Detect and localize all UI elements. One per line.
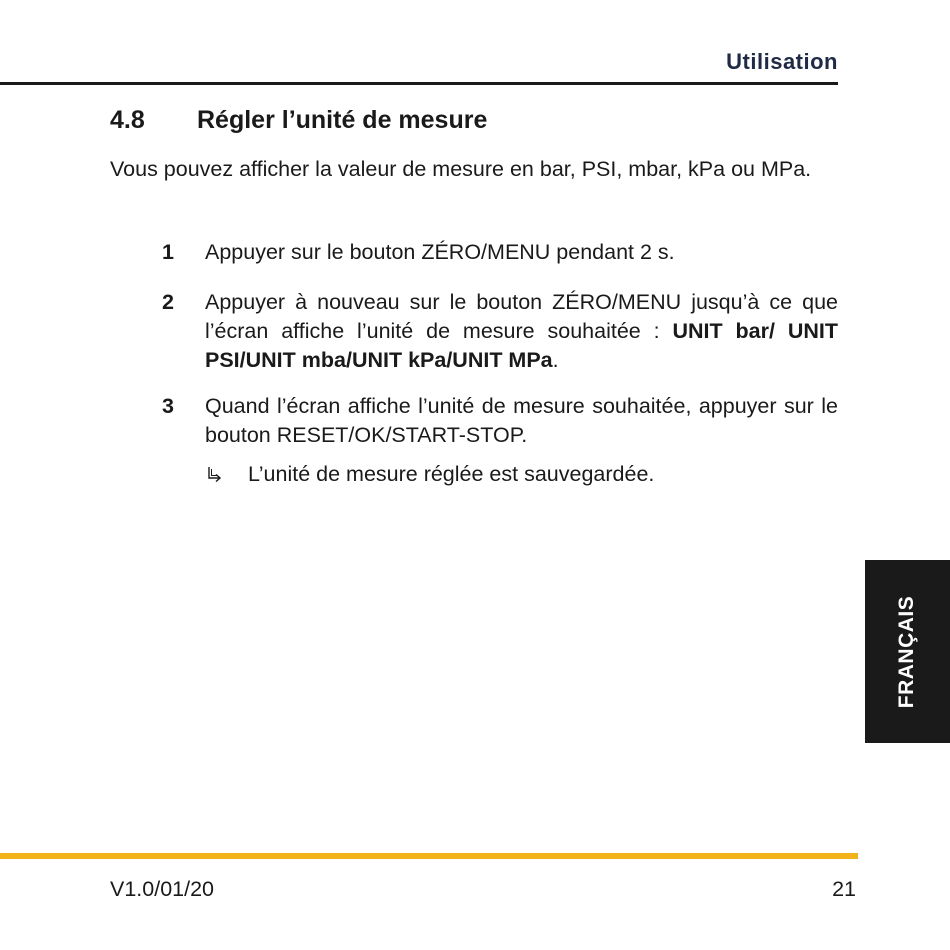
language-tab-label: FRANÇAIS — [895, 595, 918, 709]
step-text-end: . — [552, 348, 559, 372]
step-number: 1 — [162, 240, 174, 264]
section-title: Régler l’unité de mesure — [197, 106, 488, 134]
result-arrow-icon — [205, 466, 223, 484]
page-number: 21 — [832, 877, 856, 901]
step-number: 2 — [162, 290, 174, 314]
language-tab — [865, 560, 950, 743]
header-divider — [0, 82, 838, 85]
section-number: 4.8 — [110, 106, 145, 134]
step-text-units: UNIT bar/ UNIT PSI/UNIT mba/UNIT kPa/UNIT MPa — [205, 319, 839, 372]
intro-paragraph: Vous pouvez afficher la valeur de mesure en bar, PSI, mbar, kPa ou MPa. — [110, 157, 812, 181]
step-text: Quand l’écran affiche l’unité de mesure souhaitée, appuyer sur le bouton RESET/OK/START-STOP. — [205, 394, 838, 447]
step-text: Appuyer sur le bouton ZÉRO/MENU pendant 2 s. — [205, 240, 675, 264]
footer-divider — [0, 853, 858, 859]
result-text: L’unité de mesure réglée est sauvegardée. — [248, 462, 655, 486]
step-text-plain: Appuyer à nouveau sur le bouton ZÉRO/MENU jusqu’à ce que l’écran affiche l’unité de mesure souhaitée : — [205, 290, 838, 343]
step-text — [205, 288, 838, 375]
step-number: 3 — [162, 394, 174, 418]
chapter-title: Utilisation — [726, 49, 838, 74]
document-version: V1.0/01/20 — [110, 877, 215, 901]
